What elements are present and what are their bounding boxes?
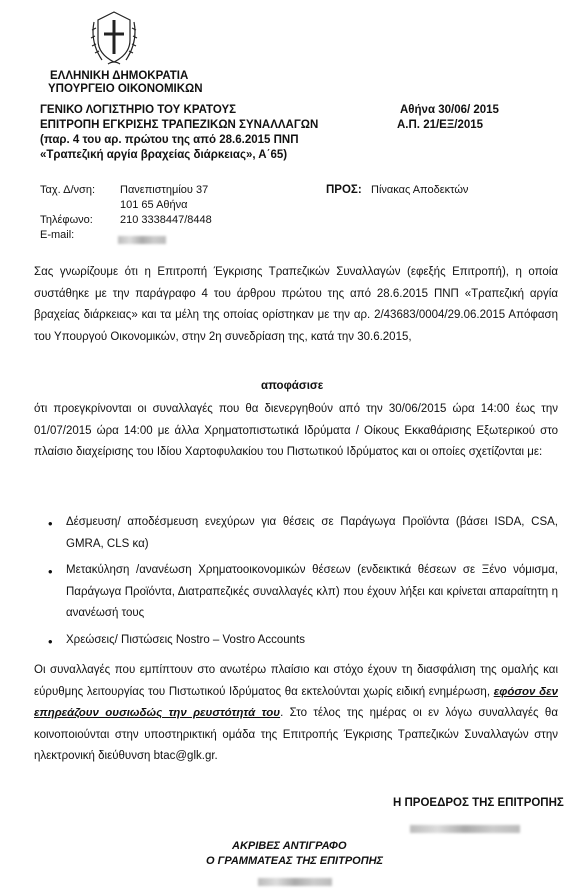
decision-heading: αποφάσισε <box>261 380 324 392</box>
secretary-title: Ο ΓΡΑΜΜΑΤΕΑΣ ΤΗΣ ΕΠΙΤΡΟΠΗΣ <box>206 855 384 867</box>
header-legal-basis: (παρ. 4 του αρ. πρώτου της από 28.6.2015 ΠΝΠ <box>40 134 299 146</box>
closing-paragraph <box>34 660 558 768</box>
protocol-number: Α.Π. 21/ΕΞ/2015 <box>397 119 484 131</box>
bullet-text: Μετακύληση /ανανέωση Χρηματοοικονομικών θέσεων (ενδεικτικά θέσεων σε Ξένο νόμισμα, Παράγωγα Προϊόντα, Διατραπεζικές συναλλαγές κλπ) που έχουν λήξει και κρίνεται απαραίτητη η ανανέωσή τους <box>66 564 558 619</box>
closing-text-1: Οι συναλλαγές που εμπίπτουν στο ανωτέρω πλαίσιο και στόχο έχουν τη διασφάλιση της ομαλής και εύρυθμης λειτουργίας του Πιστωτικού Ιδρύματος θα εκτελούνται χωρίς ειδική ενημέρωση, <box>34 664 558 698</box>
redacted-email <box>118 231 166 249</box>
header-committee: ΕΠΙΤΡΟΠΗ ΕΓΚΡΙΣΗΣ ΤΡΑΠΕΖΙΚΩΝ ΣΥΝΑΛΛΑΓΩΝ <box>40 119 319 131</box>
address-label: Ταχ. Δ/νση: <box>40 184 96 196</box>
header-gla: ΓΕΝΙΚΟ ΛΟΓΙΣΤΗΡΙΟ ΤΟΥ ΚΡΑΤΟΥΣ <box>40 104 237 116</box>
intro-paragraph: Σας γνωρίζουμε ότι η Επιτροπή Έγκρισης Τραπεζικών Συναλλαγών (εφεξής Επιτροπή), η οποία συστάθηκε με την παράγραφο 4 του άρθρου πρώτου της από 28.6.2015 ΠΝΠ «Τραπεζική αργία βραχείας διάρκειας» και τα μέλη της οποίας ορίστηκαν με την αρ. 2/43683/0004/29.06.2015 Απόφαση του Υπουργού Οικονομικών, στην 2η συνεδρίαση της, κατά την 30.6.2015, <box>34 266 558 343</box>
header-legal-basis-title: «Τραπεζική αργία βραχείας διάρκειας», Α΄65) <box>40 149 288 161</box>
list-item <box>34 560 558 625</box>
signatory-title: Η ΠΡΟΕΔΡΟΣ ΤΗΣ ΕΠΙΤΡΟΠΗΣ <box>393 797 564 809</box>
transaction-list <box>34 512 558 651</box>
closing-text-2: . Στο τέλος της ημέρας οι εν λόγω συναλλαγές θα κοινοποιούνται στην υποστηρικτική ομάδα της Επιτροπής Έγκρισης Τραπεζικών Συναλλαγών στην ηλεκτρονική διεύθυνση btac@glk.gr. <box>34 707 558 762</box>
document-date: Αθήνα 30/06/ 2015 <box>400 104 499 116</box>
list-item <box>34 630 558 652</box>
list-item <box>34 512 558 555</box>
email-label: E-mail: <box>40 229 75 241</box>
closing-emphasis: εφόσον δεν επηρεάζουν ουσιωδώς την ρευστότητά του <box>34 685 558 719</box>
bullet-text: Δέσμευση/ αποδέσμευση ενεχύρων για θέσεις σε Παράγωγα Προϊόντα (βάσει ISDA, CSA, GMRA, CLS κα) <box>66 516 558 550</box>
to-label: ΠΡΟΣ: <box>326 184 362 196</box>
address-line-2: 101 65 Αθήνα <box>120 199 188 211</box>
phone-label: Τηλέφωνο: <box>40 214 93 226</box>
true-copy-label: ΑΚΡΙΒΕΣ ΑΝΤΙΓΡΑΦΟ <box>232 840 347 852</box>
redacted-signatory-name <box>410 820 520 838</box>
header-republic: ΕΛΛΗΝΙΚΗ ΔΗΜΟΚΡΑΤΙΑ <box>50 70 189 82</box>
address-line-1: Πανεπιστημίου 37 <box>120 184 209 196</box>
phone-number: 210 3338447/8448 <box>120 214 212 226</box>
redacted-secretary-name <box>258 873 332 891</box>
decision-paragraph: ότι προεγκρίνονται οι συναλλαγές που θα διενεργηθούν από την 30/06/2015 ώρα 14:00 έως την 01/07/2015 ώρα 14:00 με άλλα Χρηματοπιστωτικά Ιδρύματα / Οίκους Εκκαθάρισης Εξωτερικού στο πλαίσιο διαχείρισης του Ιδίου Χαρτοφυλακίου του Πιστωτικού Ιδρύματος και οι οποίες σχετίζονται με: <box>34 403 558 458</box>
header-ministry: ΥΠΟΥΡΓΕΙΟ ΟΙΚΟΝΟΜΙΚΩΝ <box>48 83 203 95</box>
bullet-text: Χρεώσεις/ Πιστώσεις Nostro – Vostro Accounts <box>66 633 305 646</box>
coat-of-arms-emblem <box>88 2 140 68</box>
to-recipients: Πίνακας Αποδεκτών <box>371 184 469 196</box>
